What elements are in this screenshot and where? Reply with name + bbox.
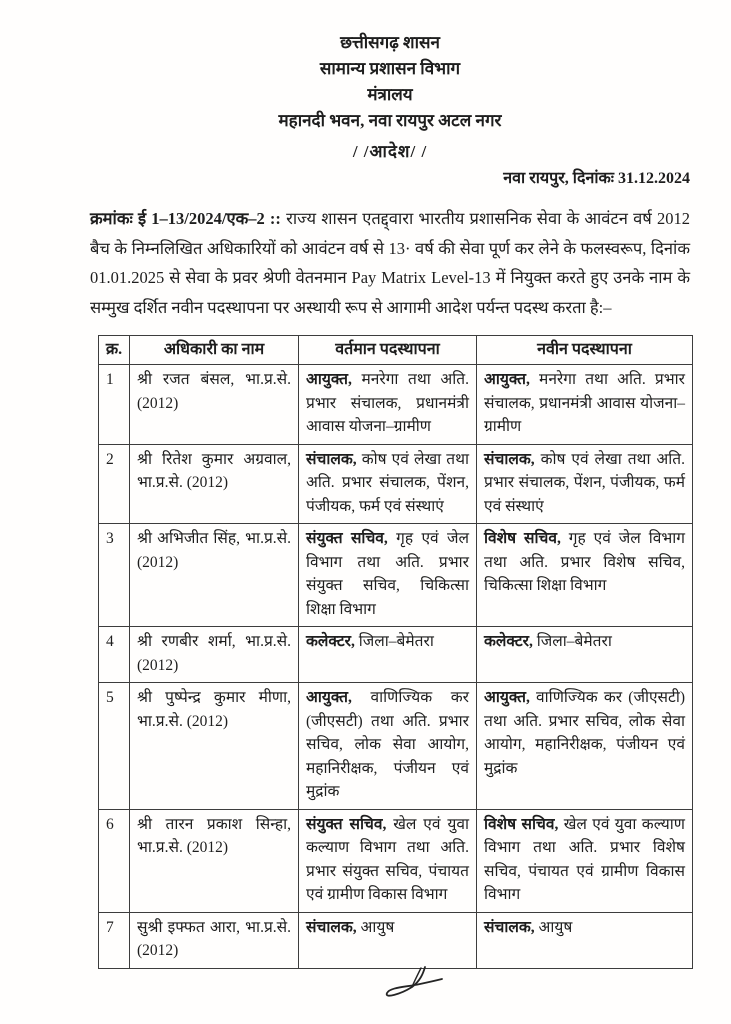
new-posting-detail: गृह एवं जेल विभाग तथा अति. प्रभार विशेष सचिव, चिकित्सा शिक्षा विभाग [484,530,685,594]
table-row [99,365,693,445]
row-serial: 6 [99,809,130,912]
officer-name-cell: श्री तारन प्रकाश सिन्हा, भा.प्र.से. (2012) [130,809,299,912]
order-body-text: राज्य शासन एतद्द्वारा भारतीय प्रशासनिक सेवा के आवंटन वर्ष 2012 बैच के निम्नलिखित अधिकारियों को आवंटन वर्ष से 13· वर्ष की सेवा पूर्ण कर लेने के फलस्वरूप, दिनांक 01.01.2025 से सेवा के प्रवर श्रेणी वेतनमान Pay Matrix Level-13 में नियुक्त करते हुए उनके नाम के सम्मुख दर्शित नवीन पदस्थापना पर अस्थायी रूप से आगामी आदेश पर्यन्त पदस्थ करता है:– [90,209,690,317]
new-designation: संचालक, [484,918,535,936]
table-row [99,444,693,524]
officer-name-cell: श्री पुष्पेन्द्र कुमार मीणा, भा.प्र.से. (2012) [130,683,299,810]
current-designation: कलेक्टर, [306,633,355,650]
current-posting-detail: गृह एवं जेल विभाग तथा अति. प्रभार संयुक्त सचिव, चिकित्सा शिक्षा विभाग [306,530,469,618]
row-serial: 5 [99,683,130,810]
new-designation: आयुक्त, [484,689,530,706]
table-row [99,912,693,968]
row-serial: 4 [99,627,130,683]
row-serial: 7 [99,912,130,968]
new-posting-cell [477,683,693,810]
current-posting-detail: कोष एवं लेखा तथा अति. प्रभार संचालक, पेंशन, पंजीयक, फर्म एवं संस्थाएं [306,450,469,515]
order-title: / /आदेश/ / [352,142,428,161]
signature-mark [380,965,446,1009]
officer-name-cell: श्री रितेश कुमार अग्रवाल, भा.प्र.से. (2012) [130,444,299,524]
header-current-posting: वर्तमान पदस्थापना [299,336,477,365]
current-designation: आयुक्त, [306,371,352,388]
table-header-row [99,336,693,365]
current-posting-cell [299,912,477,968]
current-posting-cell [299,627,477,683]
current-designation: संयुक्त सचिव, [306,815,387,833]
current-designation: आयुक्त, [306,689,352,706]
postings-table [98,335,693,969]
current-posting-cell [299,444,477,524]
table-row [99,683,693,810]
current-posting-cell [299,524,477,627]
office-name: मंत्रालय [367,85,413,104]
current-designation: संचालक, [306,918,357,936]
row-serial: 1 [99,365,130,445]
new-posting-cell [477,444,693,524]
order-paragraph [90,204,690,322]
current-designation: संचालक, [306,450,357,468]
new-posting-detail: आयुष [534,918,573,936]
current-posting-detail: खेल एवं युवा कल्याण विभाग तथा अति. प्रभार संयुक्त सचिव, पंचायत एवं ग्रामीण विकास विभाग [306,815,469,903]
row-serial: 3 [99,524,130,627]
current-designation: संयुक्त सचिव, [306,530,388,547]
officer-name-cell: श्री रणबीर शर्मा, भा.प्र.से. (2012) [130,627,299,683]
new-posting-cell [477,809,693,912]
current-posting-detail: वाणिज्यिक कर (जीएसटी) तथा अति. प्रभार सचिव, लोक सेवा आयोग, महानिरीक्षक, पंजीयन एवं मुद्रांक [306,689,469,800]
officer-name-cell: श्री अभिजीत सिंह, भा.प्र.से. (2012) [130,524,299,627]
new-posting-detail: खेल एवं युवा कल्याण विभाग तथा अति. प्रभार विशेष सचिव, पंचायत एवं ग्रामीण विकास विभाग [484,815,685,903]
new-posting-cell [477,365,693,445]
table-row [99,524,693,627]
table-body [99,365,693,969]
current-posting-detail: जिला–बेमेतरा [354,633,434,650]
header-serial: क्र. [99,336,130,365]
new-designation: संचालक, [484,450,535,468]
table-row [99,627,693,683]
new-posting-cell [477,912,693,968]
new-posting-detail: वाणिज्यिक कर (जीएसटी) तथा अति. प्रभार सचिव, लोक सेवा आयोग, महानिरीक्षक, पंजीयन एवं मुद्रांक [484,689,685,777]
row-serial: 2 [99,444,130,524]
new-designation: कलेक्टर, [484,633,533,650]
current-posting-cell [299,683,477,810]
officer-name-cell: सुश्री इफ्फत आरा, भा.प्र.से. (2012) [130,912,299,968]
new-posting-cell [477,524,693,627]
new-posting-detail: जिला–बेमेतरा [532,633,612,650]
new-designation: विशेष सचिव, [484,815,559,833]
table-row [99,809,693,912]
current-posting-detail: मनरेगा तथा अति. प्रभार संचालक, प्रधानमंत्री आवास योजना–ग्रामीण [306,371,469,435]
current-posting-cell [299,809,477,912]
office-address: महानदी भवन, नवा रायपुर अटल नगर [278,111,502,130]
government-name: छत्तीसगढ़ शासन [340,33,440,52]
new-designation: विशेष सचिव, [484,530,561,547]
header-officer-name: अधिकारी का नाम [130,336,299,365]
new-designation: आयुक्त, [484,371,530,388]
header-new-posting: नवीन पदस्थापना [477,336,693,365]
order-number: क्रमांकः ई 1–13/2024/एक–2 :: [90,209,281,228]
department-name: सामान्य प्रशासन विभाग [319,59,461,78]
new-posting-detail: मनरेगा तथा अति. प्रभार संचालक, प्रधानमंत्री आवास योजना–ग्रामीण [484,371,685,435]
current-posting-cell [299,365,477,445]
current-posting-detail: आयुष [356,918,395,936]
new-posting-detail: कोष एवं लेखा तथा अति. प्रभार संचालक, पेंशन, पंजीयक, फर्म एवं संस्थाएं [484,450,685,515]
new-posting-cell [477,627,693,683]
place-date-line: नवा रायपुर, दिनांकः 31.12.2024 [503,170,690,187]
officer-name-cell: श्री रजत बंसल, भा.प्र.से. (2012) [130,365,299,445]
